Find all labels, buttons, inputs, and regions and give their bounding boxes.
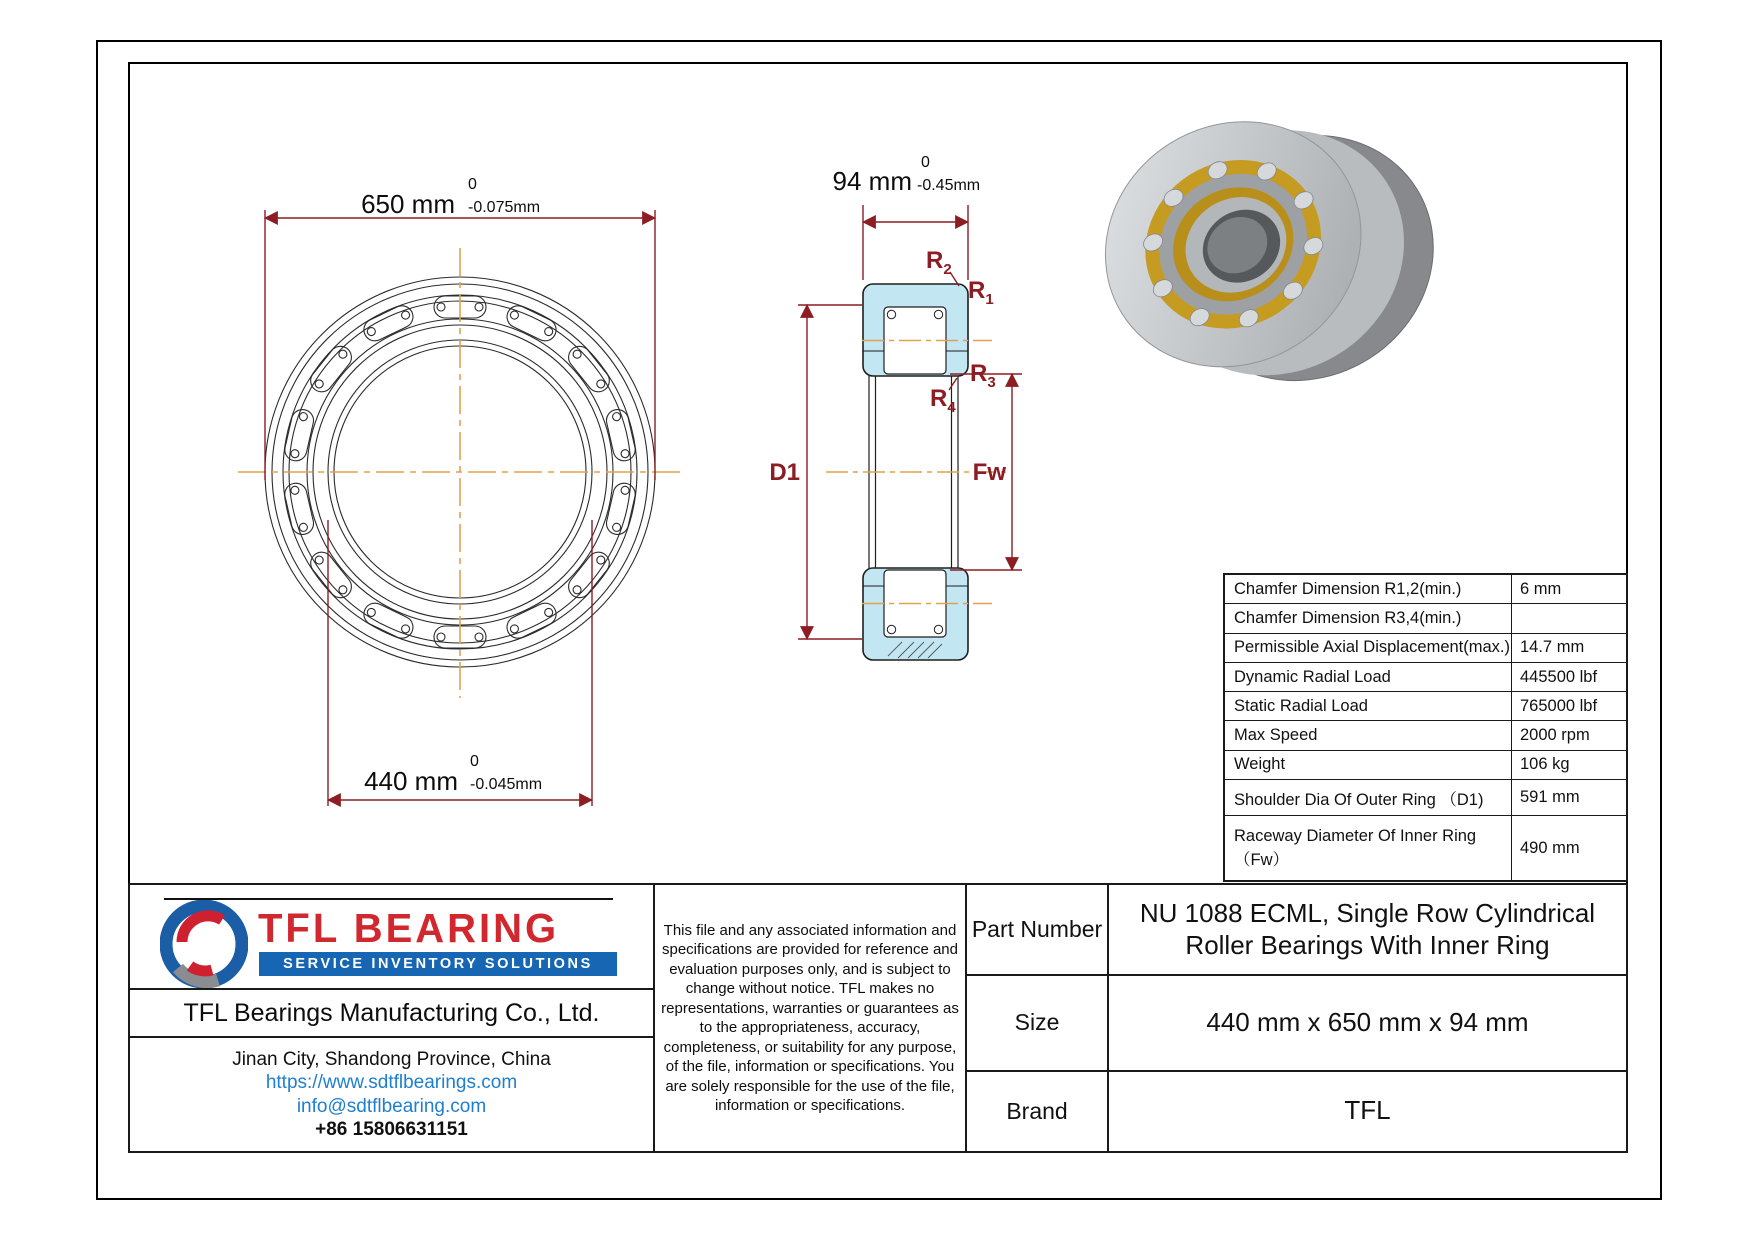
company-email-link[interactable]: info@sdtflbearing.com <box>296 1095 487 1117</box>
r3-label: $R_3$ <box>970 360 996 391</box>
spec-value: 445500 lbf <box>1512 662 1628 691</box>
r2-label: $R_2$ <box>926 247 952 278</box>
size-label: Size <box>967 976 1107 1071</box>
spec-value: 765000 lbf <box>1512 692 1628 721</box>
disclaimer-text: This file and any associated information and specifications are provided for reference and evaluation purposes only, and is subject to change without notice. TFL makes no representations, warranties or guarantees as to the appropriateness, accuracy, completeness, or suitability for any purpose, of the file, information or specifications. You are solely responsible for the use of the file, information or specifications. <box>661 921 959 1114</box>
spec-label: Static Radial Load <box>1224 692 1512 721</box>
logo-brand-text: TFL BEARING <box>258 906 560 952</box>
spec-row <box>1224 574 1627 604</box>
spec-row <box>1224 633 1627 662</box>
disclaimer-panel <box>655 885 967 1151</box>
company-phone: +86 15806631151 <box>315 1119 468 1140</box>
spec-value <box>1512 604 1628 633</box>
spec-label: Raceway Diameter Of Inner Ring （Fw） <box>1224 816 1512 881</box>
spec-table <box>1223 573 1628 882</box>
spec-row <box>1224 750 1627 779</box>
logo-tagline: SERVICE INVENTORY SOLUTIONS <box>259 952 617 976</box>
spec-row <box>1224 779 1627 816</box>
svg-text:-0.045mm: -0.045mm <box>470 776 543 793</box>
spec-label: Max Speed <box>1224 721 1512 750</box>
width-dimension-label: 94 mm <box>832 166 912 196</box>
svg-text:0: 0 <box>921 154 930 171</box>
spec-label: Chamfer Dimension R3,4(min.) <box>1224 604 1512 633</box>
spec-value: 14.7 mm <box>1512 633 1628 662</box>
brand-value: TFL <box>1344 1095 1391 1126</box>
spec-value: 106 kg <box>1512 750 1628 779</box>
spec-label: Chamfer Dimension R1,2(min.) <box>1224 574 1512 604</box>
svg-text:-0.075mm: -0.075mm <box>468 199 541 216</box>
spec-row <box>1224 604 1627 633</box>
bearing-3d-render <box>1059 45 1480 457</box>
svg-text:0: 0 <box>468 176 477 193</box>
fw-label: Fw <box>972 459 1006 486</box>
size-value: 440 mm x 650 mm x 94 mm <box>1109 976 1626 1071</box>
part-info-values <box>1109 885 1626 1151</box>
svg-text:0: 0 <box>470 753 479 770</box>
spec-value: 591 mm <box>1512 779 1628 816</box>
part-number-value: NU 1088 ECML, Single Row Cylindrical Roller Bearings With Inner Ring <box>1109 885 1626 976</box>
spec-row <box>1224 692 1627 721</box>
d1-label: D1 <box>769 459 800 486</box>
title-block <box>128 883 1628 1153</box>
spec-row <box>1224 721 1627 750</box>
svg-text:-0.45mm: -0.45mm <box>917 177 981 194</box>
od-dimension-label: 650 mm <box>361 189 455 219</box>
part-info-labels <box>967 885 1109 1151</box>
spec-row <box>1224 816 1627 881</box>
brand-label: Brand <box>1006 1097 1068 1124</box>
company-panel <box>130 885 655 1151</box>
spec-value: 6 mm <box>1512 574 1628 604</box>
r4-label: $R_4$ <box>930 385 956 416</box>
company-website-link[interactable]: https://www.sdtflbearings.com <box>265 1072 518 1093</box>
bore-dimension-label: 440 mm <box>364 766 458 796</box>
spec-label: Dynamic Radial Load <box>1224 662 1512 691</box>
spec-value: 2000 rpm <box>1512 721 1628 750</box>
spec-label: Weight <box>1224 750 1512 779</box>
company-address: Jinan City, Shandong Province, China <box>232 1048 551 1070</box>
spec-value: 490 mm <box>1512 816 1628 881</box>
r1-label: $R_1$ <box>968 277 994 308</box>
company-contact <box>130 1038 653 1151</box>
spec-row <box>1224 662 1627 691</box>
company-name: TFL Bearings Manufacturing Co., Ltd. <box>130 990 653 1038</box>
front-view-centerlines <box>238 248 684 698</box>
company-logo <box>130 885 653 990</box>
spec-label: Permissible Axial Displacement(max.) <box>1224 633 1512 662</box>
spec-label: Shoulder Dia Of Outer Ring （D1) <box>1224 779 1512 816</box>
part-number-label: Part Number <box>967 885 1107 976</box>
dimension-texts <box>361 154 980 796</box>
tfl-swirl-logo-icon <box>160 900 248 988</box>
